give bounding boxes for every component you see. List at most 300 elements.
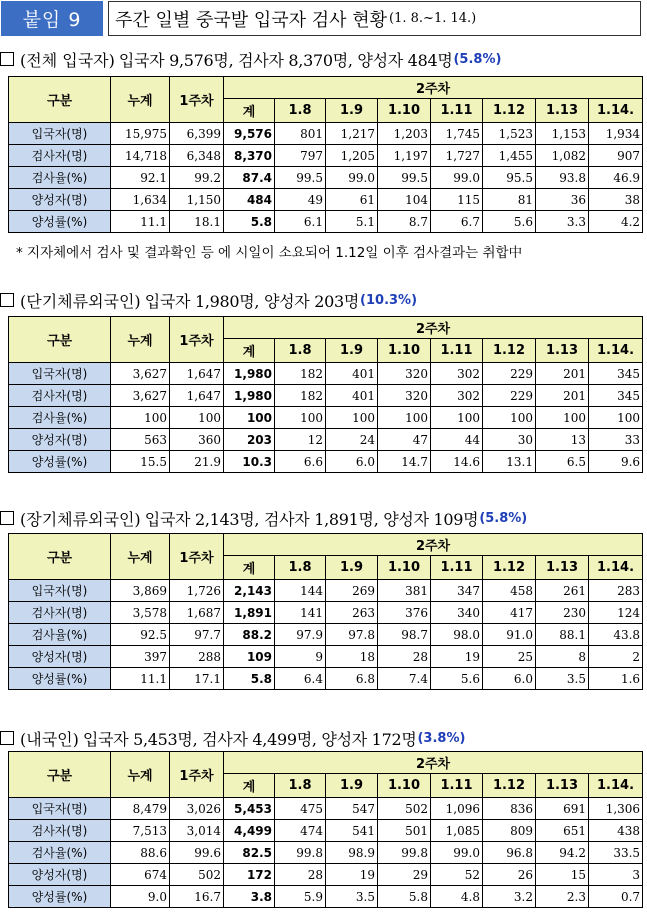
table-cell: 302 [431,363,483,385]
header-total: 계 [224,99,275,123]
table-cell: 94.2 [536,842,589,864]
table-cell: 100 [536,407,589,429]
table-cell: 15.5 [111,451,170,473]
table-cell: 302 [431,385,483,407]
row-label: 양성자(명) [9,429,111,451]
table-cell: 18.1 [170,211,224,233]
table-cell: 3,014 [170,820,224,842]
header-day: 1.11 [431,774,483,798]
header-day: 1.8 [275,339,326,363]
table-cell: 651 [536,820,589,842]
table-cell: 6,348 [170,145,224,167]
table-row [9,646,643,668]
table-cell: 100 [275,407,326,429]
table-cell: 320 [378,363,431,385]
header-cumulative: 누계 [111,317,170,363]
checkbox-square-icon [0,293,14,307]
table-row [9,580,643,602]
table-cell: 9.0 [111,886,170,908]
table-cell: 82.5 [224,842,275,864]
table-cell: 674 [111,864,170,886]
table-cell: 87.4 [224,167,275,189]
table-cell: 8,479 [111,798,170,820]
section-title [0,726,465,750]
table-cell: 97.7 [170,624,224,646]
row-label: 양성률(%) [9,451,111,473]
table-cell: 19 [326,864,378,886]
stats-table [8,533,643,690]
stats-table [8,751,643,908]
table-cell: 836 [483,798,536,820]
table-cell: 13 [536,429,589,451]
table-cell: 21.9 [170,451,224,473]
row-label: 양성자(명) [9,864,111,886]
table-cell: 16.7 [170,886,224,908]
table-cell: 9 [275,646,326,668]
table-cell: 1,096 [431,798,483,820]
appendix-tag: 붙임 9 [1,1,103,36]
table-cell: 474 [275,820,326,842]
row-label: 입국자(명) [9,363,111,385]
table-cell: 15,975 [111,123,170,145]
table-cell: 547 [326,798,378,820]
table-cell: 501 [378,820,431,842]
table-row [9,211,643,233]
table-row [9,407,643,429]
table-cell: 3.5 [536,668,589,690]
table-cell: 7.4 [378,668,431,690]
table-cell: 1,727 [431,145,483,167]
section-heading: (내국인) [20,729,79,749]
table-row [9,123,643,145]
table-cell: 4,499 [224,820,275,842]
table-cell: 92.1 [111,167,170,189]
table-cell: 98.0 [431,624,483,646]
table-cell: 124 [589,602,643,624]
header-category: 구분 [9,752,111,798]
table-cell: 115 [431,189,483,211]
table-cell: 172 [224,864,275,886]
table-row [9,451,643,473]
table-cell: 46.9 [589,167,643,189]
table-cell: 15 [536,864,589,886]
table-cell: 38 [589,189,643,211]
row-label: 양성자(명) [9,189,111,211]
table-cell: 99.5 [378,167,431,189]
table-row [9,624,643,646]
table-cell: 6.0 [483,668,536,690]
table-row [9,189,643,211]
table-cell: 1,306 [589,798,643,820]
table-cell: 5.1 [326,211,378,233]
header-week1: 1주차 [170,534,224,580]
table-cell: 28 [275,864,326,886]
header-cumulative: 누계 [111,752,170,798]
section-heading: (전체 입국자) [20,50,115,70]
checkbox-square-icon [0,511,14,525]
table-cell: 100 [111,407,170,429]
header-day: 1.12 [483,556,536,580]
table-cell: 691 [536,798,589,820]
table-cell: 261 [536,580,589,602]
table-cell: 458 [483,580,536,602]
table-cell: 52 [431,864,483,886]
table-cell: 2,143 [224,580,275,602]
table-cell: 99.0 [326,167,378,189]
table-cell: 475 [275,798,326,820]
table-cell: 288 [170,646,224,668]
header-day: 1.13 [536,99,589,123]
header-day: 1.8 [275,556,326,580]
row-label: 검사자(명) [9,385,111,407]
table-cell: 44 [431,429,483,451]
header-day: 1.10 [378,556,431,580]
header-day: 1.14. [589,556,643,580]
table-cell: 11.1 [111,668,170,690]
header-category: 구분 [9,534,111,580]
table-cell: 5.6 [431,668,483,690]
header-day: 1.13 [536,774,589,798]
table-cell: 6.7 [431,211,483,233]
table-cell: 9,576 [224,123,275,145]
table-cell: 100 [224,407,275,429]
table-cell: 10.3 [224,451,275,473]
table-cell: 49 [275,189,326,211]
positive-rate: (5.8%) [479,510,528,526]
table-cell: 541 [326,820,378,842]
table-cell: 5.8 [224,211,275,233]
header-day: 1.9 [326,339,378,363]
section-heading: (단기체류외국인) [20,291,141,311]
header-cumulative: 누계 [111,534,170,580]
table-cell: 99.8 [275,842,326,864]
table-cell: 18 [326,646,378,668]
header-day: 1.13 [536,339,589,363]
table-cell: 3,627 [111,385,170,407]
table-row [9,145,643,167]
table-row [9,864,643,886]
table-cell: 14.6 [431,451,483,473]
table-row [9,842,643,864]
table-cell: 797 [275,145,326,167]
table-cell: 345 [589,385,643,407]
table-cell: 99.2 [170,167,224,189]
stats-table [8,316,643,473]
table-cell: 229 [483,385,536,407]
row-label: 검사율(%) [9,624,111,646]
table-cell: 91.0 [483,624,536,646]
table-cell: 43.8 [589,624,643,646]
row-label: 검사율(%) [9,167,111,189]
header-day: 1.9 [326,556,378,580]
table-cell: 6.6 [275,451,326,473]
table-cell: 109 [224,646,275,668]
table-cell: 1,726 [170,580,224,602]
table-cell: 3,627 [111,363,170,385]
table-cell: 182 [275,385,326,407]
header-week2: 2주차 [224,77,643,99]
table-row [9,429,643,451]
header-day: 1.9 [326,774,378,798]
table-cell: 19 [431,646,483,668]
table-cell: 3.2 [483,886,536,908]
table-cell: 61 [326,189,378,211]
table-cell: 401 [326,385,378,407]
header-day: 1.11 [431,556,483,580]
table-cell: 5.8 [224,668,275,690]
header-day: 1.13 [536,556,589,580]
header-week2: 2주차 [224,752,643,774]
header-week2: 2주차 [224,317,643,339]
table-cell: 141 [275,602,326,624]
row-label: 양성자(명) [9,646,111,668]
checkbox-square-icon [0,731,14,745]
table-cell: 17.1 [170,668,224,690]
table-row [9,820,643,842]
page-header [1,1,641,36]
table-cell: 1,647 [170,363,224,385]
header-total: 계 [224,339,275,363]
row-label: 검사자(명) [9,820,111,842]
section-title [0,506,527,530]
table-cell: 283 [589,580,643,602]
table-cell: 93.8 [536,167,589,189]
table-cell: 33 [589,429,643,451]
table-cell: 26 [483,864,536,886]
table-cell: 81 [483,189,536,211]
table-cell: 4.2 [589,211,643,233]
page-title: 주간 일별 중국발 입국자 검사 현황 [115,9,388,31]
table-cell: 1,980 [224,385,275,407]
header-category: 구분 [9,317,111,363]
table-cell: 100 [170,407,224,429]
section-summary: 입국자 2,143명, 검사자 1,891명, 양성자 109명 [144,509,479,529]
table-cell: 5.9 [275,886,326,908]
table-cell: 3.5 [326,886,378,908]
header-day: 1.8 [275,774,326,798]
table-cell: 99.6 [170,842,224,864]
table-cell: 5.6 [483,211,536,233]
table-cell: 95.5 [483,167,536,189]
table-cell: 1,934 [589,123,643,145]
date-range: (1. 8.~1. 14.) [389,11,477,26]
stats-table [8,76,643,233]
table-cell: 99.0 [431,167,483,189]
row-label: 양성률(%) [9,668,111,690]
row-label: 검사율(%) [9,842,111,864]
table-cell: 5,453 [224,798,275,820]
table-cell: 1,523 [483,123,536,145]
header-day: 1.14. [589,99,643,123]
checkbox-square-icon [0,52,14,66]
table-cell: 1,082 [536,145,589,167]
table-cell: 29 [378,864,431,886]
table-cell: 36 [536,189,589,211]
table-cell: 809 [483,820,536,842]
table-cell: 3,869 [111,580,170,602]
table-cell: 100 [589,407,643,429]
table-cell: 8,370 [224,145,275,167]
section-summary: 입국자 9,576명, 검사자 8,370명, 양성자 484명 [118,50,453,70]
table-cell: 144 [275,580,326,602]
table-cell: 6.5 [536,451,589,473]
section-heading: (장기체류외국인) [20,509,141,529]
table-cell: 1,197 [378,145,431,167]
table-cell: 14.7 [378,451,431,473]
table-cell: 484 [224,189,275,211]
table-cell: 563 [111,429,170,451]
table-cell: 33.5 [589,842,643,864]
table-cell: 320 [378,385,431,407]
header-total: 계 [224,556,275,580]
table-cell: 6,399 [170,123,224,145]
table-cell: 13.1 [483,451,536,473]
table-cell: 1,687 [170,602,224,624]
row-label: 입국자(명) [9,798,111,820]
table-row [9,886,643,908]
table-cell: 801 [275,123,326,145]
table-cell: 6.0 [326,451,378,473]
table-cell: 1,205 [326,145,378,167]
row-label: 입국자(명) [9,123,111,145]
section-summary: 입국자 5,453명, 검사자 4,499명, 양성자 172명 [82,729,417,749]
table-cell: 3,578 [111,602,170,624]
table-cell: 1,634 [111,189,170,211]
table-cell: 25 [483,646,536,668]
row-label: 양성률(%) [9,886,111,908]
section-title [0,47,501,71]
table-cell: 100 [326,407,378,429]
table-cell: 6.8 [326,668,378,690]
table-cell: 438 [589,820,643,842]
positive-rate: (3.8%) [417,730,466,746]
table-cell: 8.7 [378,211,431,233]
header-day: 1.12 [483,99,536,123]
table-cell: 1,203 [378,123,431,145]
table-cell: 203 [224,429,275,451]
section-summary: 입국자 1,980명, 양성자 203명 [144,291,360,311]
header-day: 1.12 [483,774,536,798]
table-cell: 1,455 [483,145,536,167]
row-label: 입국자(명) [9,580,111,602]
header-day: 1.11 [431,339,483,363]
table-cell: 4.8 [431,886,483,908]
table-cell: 100 [431,407,483,429]
table-cell: 6.1 [275,211,326,233]
table-cell: 97.8 [326,624,378,646]
table-cell: 97.9 [275,624,326,646]
table-cell: 401 [326,363,378,385]
table-cell: 28 [378,646,431,668]
table-cell: 1.6 [589,668,643,690]
table-cell: 9.6 [589,451,643,473]
table-cell: 14,718 [111,145,170,167]
table-cell: 6.4 [275,668,326,690]
header-week2: 2주차 [224,534,643,556]
table-cell: 12 [275,429,326,451]
table-cell: 2 [589,646,643,668]
header-day: 1.10 [378,99,431,123]
table-cell: 1,647 [170,385,224,407]
table-cell: 340 [431,602,483,624]
header-week1: 1주차 [170,77,224,123]
table-cell: 11.1 [111,211,170,233]
table-cell: 201 [536,363,589,385]
header-cumulative: 누계 [111,77,170,123]
table-cell: 92.5 [111,624,170,646]
table-cell: 1,891 [224,602,275,624]
row-label: 검사자(명) [9,602,111,624]
table-cell: 99.8 [378,842,431,864]
row-label: 검사율(%) [9,407,111,429]
footnote: * 지자체에서 검사 및 결과확인 등 에 시일이 소요되어 1.12일 이후 검사결과는 취합中 [16,245,523,261]
table-cell: 360 [170,429,224,451]
table-cell: 229 [483,363,536,385]
table-cell: 345 [589,363,643,385]
table-cell: 3 [589,864,643,886]
table-cell: 502 [378,798,431,820]
table-cell: 88.1 [536,624,589,646]
header-day: 1.10 [378,774,431,798]
table-cell: 7,513 [111,820,170,842]
table-cell: 88.2 [224,624,275,646]
header-category: 구분 [9,77,111,123]
header-day: 1.10 [378,339,431,363]
header-day: 1.11 [431,99,483,123]
table-cell: 1,150 [170,189,224,211]
table-cell: 1,745 [431,123,483,145]
positive-rate: (10.3%) [360,292,418,308]
table-cell: 3.3 [536,211,589,233]
section-title [0,288,417,312]
positive-rate: (5.8%) [453,51,502,67]
table-row [9,668,643,690]
table-cell: 1,217 [326,123,378,145]
table-cell: 397 [111,646,170,668]
table-cell: 100 [378,407,431,429]
table-cell: 88.6 [111,842,170,864]
table-cell: 3,026 [170,798,224,820]
row-label: 양성률(%) [9,211,111,233]
table-cell: 104 [378,189,431,211]
table-cell: 907 [589,145,643,167]
table-row [9,798,643,820]
table-cell: 417 [483,602,536,624]
header-total: 계 [224,774,275,798]
table-cell: 381 [378,580,431,602]
table-row [9,602,643,624]
table-cell: 24 [326,429,378,451]
header-day: 1.12 [483,339,536,363]
table-row [9,167,643,189]
table-cell: 8 [536,646,589,668]
table-row [9,363,643,385]
title-box [108,1,641,36]
table-cell: 182 [275,363,326,385]
table-cell: 98.7 [378,624,431,646]
table-cell: 5.8 [378,886,431,908]
header-week1: 1주차 [170,317,224,363]
table-cell: 1,153 [536,123,589,145]
table-cell: 3.8 [224,886,275,908]
table-cell: 347 [431,580,483,602]
table-cell: 47 [378,429,431,451]
row-label: 검사자(명) [9,145,111,167]
table-cell: 201 [536,385,589,407]
table-cell: 96.8 [483,842,536,864]
table-cell: 98.9 [326,842,378,864]
table-cell: 269 [326,580,378,602]
